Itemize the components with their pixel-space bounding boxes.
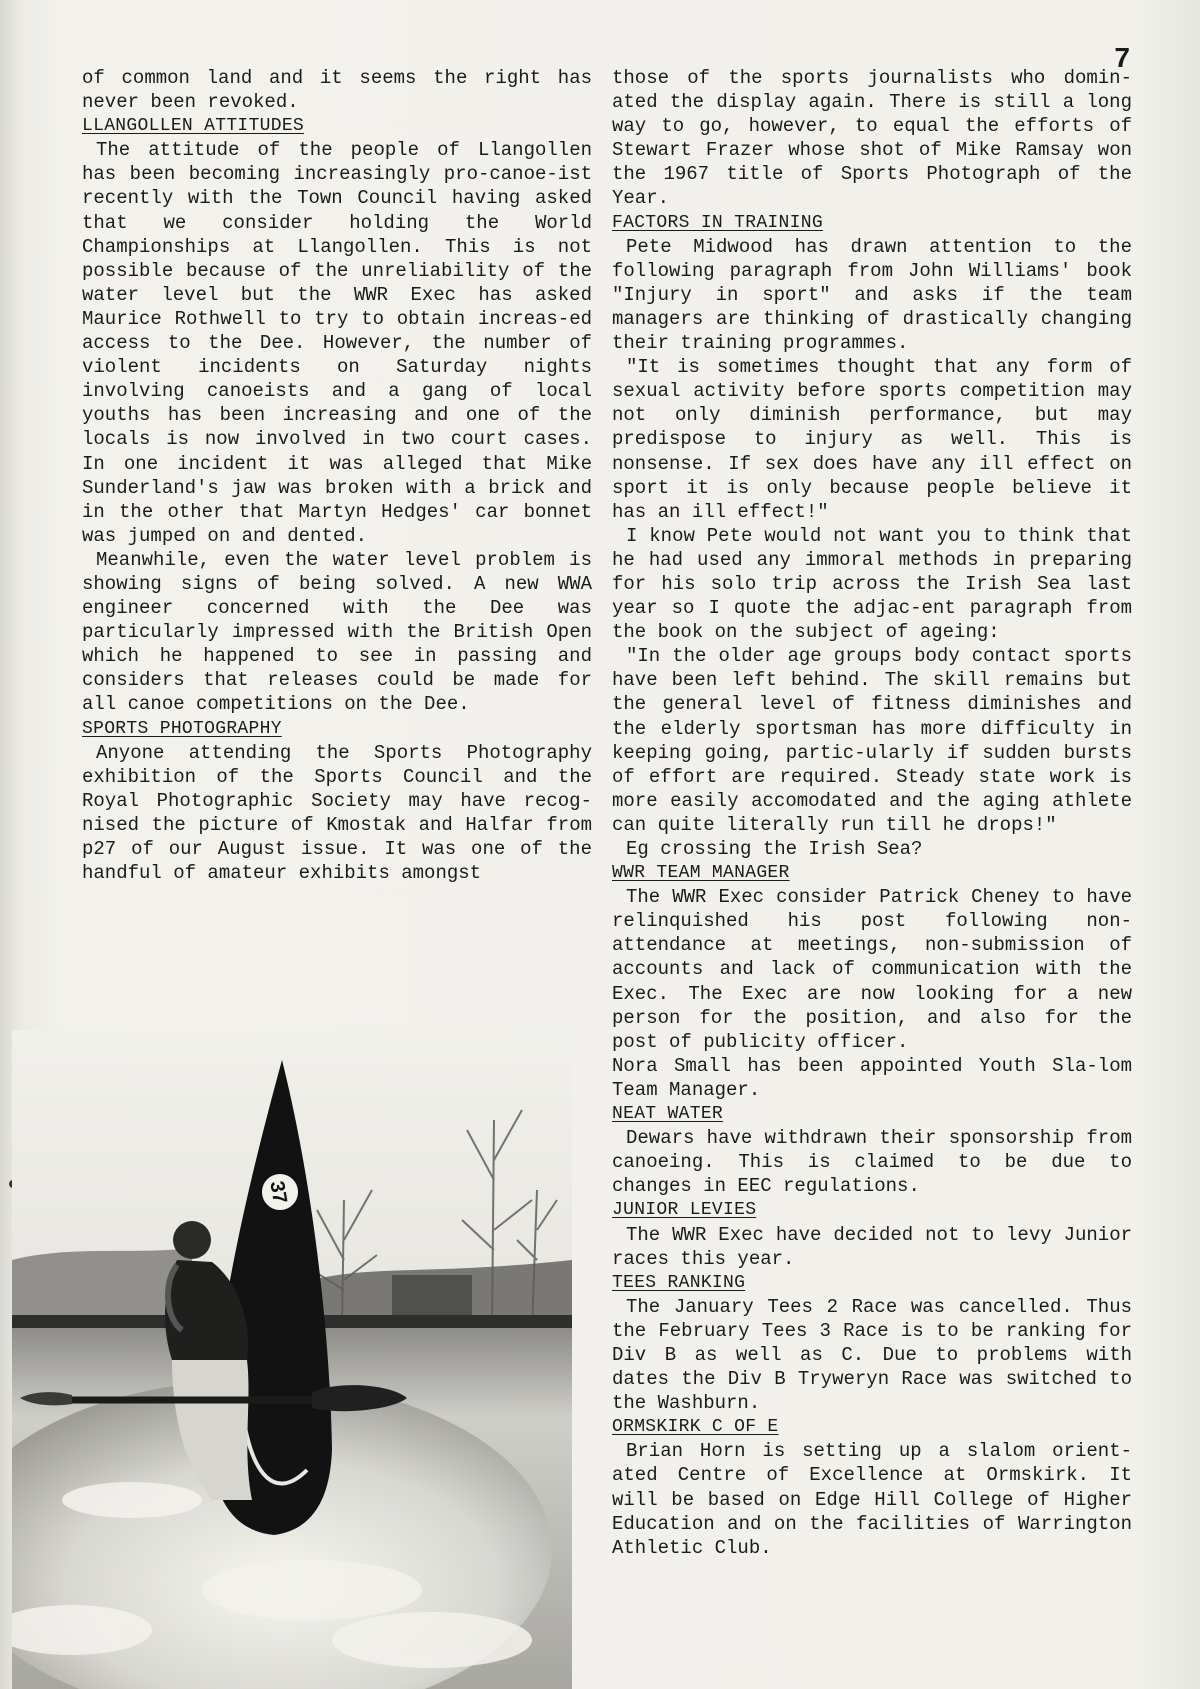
heading-factors-in-training: FACTORS IN TRAINING	[612, 212, 823, 233]
team-manager-paragraph-1: The WWR Exec consider Patrick Cheney to have relinquished his post following non-attendance at meetings, non-submission of accounts and lack of communication with the Exec. The Exec are now looking for a new person for the position, and also for the post of publicity officer.	[612, 886, 1132, 1053]
right-column	[612, 66, 1132, 1560]
tees-ranking-paragraph: The January Tees 2 Race was cancelled. Thus the February Tees 3 Race is to be ranking for Div B as well as C. Due to problems with dates the Div B Tryweryn Race was switched to the Washburn.	[612, 1295, 1132, 1415]
junior-levies-paragraph: The WWR Exec have decided not to levy Junior races this year.	[612, 1223, 1132, 1270]
kayak-bib-number: 37	[265, 1179, 291, 1206]
training-quote-1: "It is sometimes thought that any form of sexual activity before sports competition may not only diminish performance, but may predispose to injury as well. This is nonsense. If sex does have any ill effect on sport it is only because people believe it has an ill effect!"	[612, 356, 1132, 523]
left-opening-text: of common land and it seems the right has never been revoked.	[82, 67, 592, 114]
heading-sports-photography: SPORTS PHOTOGRAPHY	[82, 718, 282, 739]
heading-junior-levies: JUNIOR LEVIES	[612, 1200, 757, 1221]
llangollen-paragraph-1: The attitude of the people of Llangollen has been becoming increasingly pro-canoe-ist recently with the Town Council having asked that we consider holding the World Championships at Llangollen. This is not possible because of the unreliability of the water level but the WWR Exec has asked Maurice Rothwell to try to obtain increas-ed access to the Dee. However, the number of violent incidents on Saturday nights involving canoeists and a gang of local youths has been increasing and one of the locals is now involved in two court cases. In one incident it was alleged that Mike Sunderland's jaw was broken with a brick and in the other that Martyn Hedges' car bonnet was jumped on and dented.	[82, 139, 592, 547]
left-column	[82, 66, 592, 885]
training-paragraph-1: Pete Midwood has drawn attention to the following paragraph from John Williams' book "Injury in sport" and asks if the team managers are thinking of drastically changing their training programmes.	[612, 235, 1132, 355]
right-opening-text: those of the sports journalists who domin-ated the display again. There is still a long way to go, however, to equal the efforts of Stewart Frazer whose shot of Mike Ramsay won the 1967 title of Sports Photograph of the Year.	[612, 67, 1132, 210]
page-number: 7	[1114, 42, 1130, 73]
sports-photography-paragraph: Anyone attending the Sports Photography exhibition of the Sports Council and the Royal Photographic Society may have recog-nised the picture of Kmostak and Halfar from p27 of our August issue. It was one of the handful of amateur exhibits amongst	[82, 741, 592, 885]
neat-water-paragraph: Dewars have withdrawn their sponsorship from canoeing. This is claimed to be due to changes in EEC regulations.	[612, 1127, 1132, 1198]
canoeist-photo-graphic	[12, 1030, 572, 1689]
canoeist-photo	[12, 1030, 572, 1689]
heading-neat-water: NEAT WATER	[612, 1104, 724, 1125]
ormskirk-paragraph: Brian Horn is setting up a slalom orient-ated Centre of Excellence at Ormskirk. It will be based on Edge Hill College of Higher Education and on the facilities of Warrington Athletic Club.	[612, 1440, 1132, 1559]
training-paragraph-2: I know Pete would not want you to think that he had used any immoral methods in preparing for his solo trip across the Irish Sea last year so I quote the adjac-ent paragraph from the book on the subject of ageing:	[612, 524, 1132, 644]
training-paragraph-3: Eg crossing the Irish Sea?	[626, 838, 923, 860]
llangollen-paragraph-2: Meanwhile, even the water level problem is showing signs of being solved. A new WWA engineer concerned with the Dee was particularly impressed with the British Open which he happened to see in passing and considers that releases could be made for all canoe competitions on the Dee.	[82, 548, 592, 716]
team-manager-paragraph-2: Nora Small has been appointed Youth Sla-lom Team Manager.	[612, 1054, 1132, 1101]
heading-wwr-team-manager: WWR TEAM MANAGER	[612, 863, 790, 884]
heading-ormskirk: ORMSKIRK C OF E	[612, 1417, 779, 1438]
training-quote-2: "In the older age groups body contact sports have been left behind. The skill remains but the general level of fitness diminishes and the elderly sportsman has more difficulty in keeping going, partic-ularly if sudden bursts of effort are required. Steady state work is more easily accomodated and the aging athlete can quite literally run till he drops!"	[612, 645, 1132, 836]
heading-llangollen-attitudes: LLANGOLLEN ATTITUDES	[82, 116, 305, 137]
heading-tees-ranking: TEES RANKING	[612, 1272, 746, 1293]
